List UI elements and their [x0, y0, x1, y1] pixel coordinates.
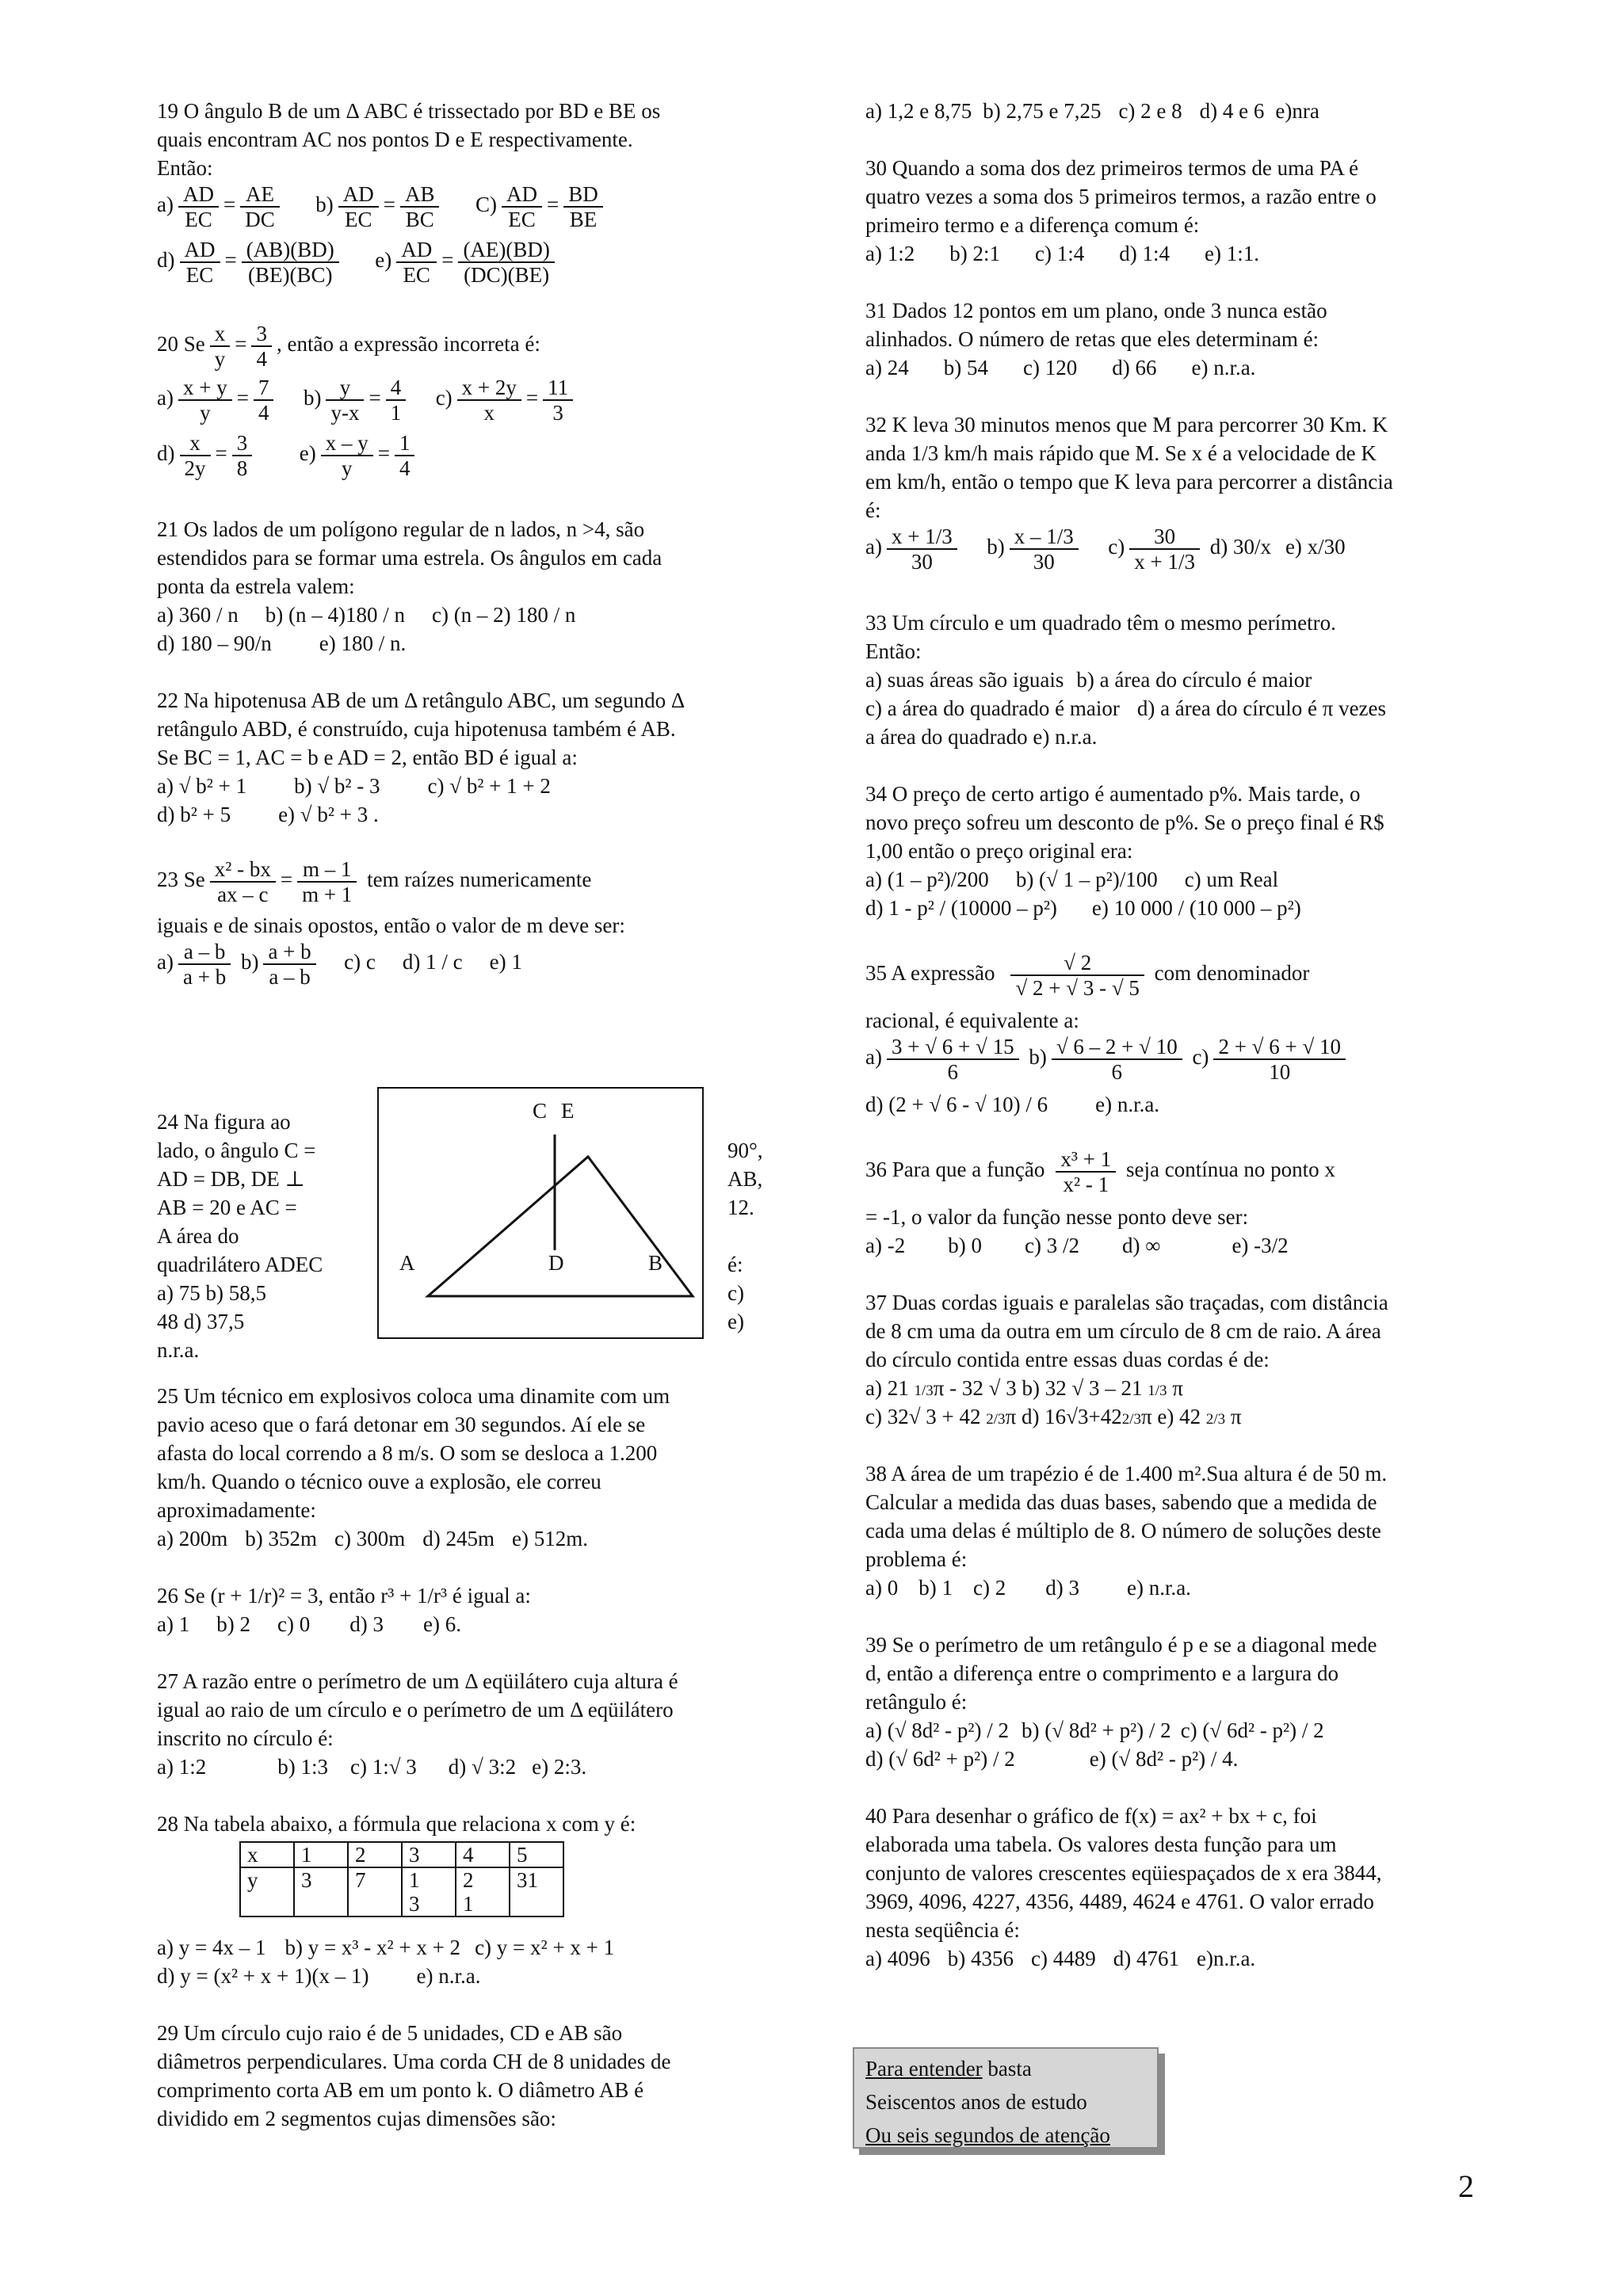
q19-options-row-2	[157, 238, 791, 293]
q29-option-b: b) 2,75 e 7,25	[983, 99, 1102, 123]
q40-stem-5: nesta seqüência é:	[865, 1918, 1020, 1942]
q31-option-a: a) 24	[865, 356, 909, 379]
q23-option-c: c) c	[344, 950, 376, 974]
q29-options-line	[865, 97, 1491, 125]
question-19	[157, 97, 791, 293]
q40-stem-4: 3969, 4096, 4227, 4356, 4489, 4624 e 4761. O valor errado	[865, 1890, 1374, 1913]
q31-options	[865, 353, 1491, 382]
q21-stem-1: 21 Os lados de um polígono regular de n lados, n >4, são	[157, 517, 645, 541]
q27-options	[157, 1753, 791, 1781]
q26-option-d: d) 3	[349, 1612, 384, 1636]
q35-option-b: b) $\frac{√ 6 - 2 + √ 10}{6}$	[1029, 1045, 1186, 1069]
q39-stem-1: 39 Se o perímetro de um retângulo é p e se a diagonal mede	[865, 1633, 1377, 1657]
table-cell: 1 3	[402, 1867, 456, 1917]
q39-stem-2: d, então a diferença entre o comprimento e a largura do	[865, 1661, 1338, 1685]
q31-option-e: e) n.r.a.	[1191, 356, 1256, 379]
quote-line-1: Para entender basta	[865, 2057, 1032, 2081]
q39-options-row-1	[865, 1716, 1491, 1745]
q27-stem-3: inscrito no círculo é:	[157, 1726, 334, 1750]
q28-option-e: e) n.r.a.	[416, 1964, 481, 1988]
q31-option-d: d) 66	[1112, 356, 1157, 379]
q24-right-line: AB,	[727, 1167, 763, 1191]
q22-option-a: a) √ b² + 1	[157, 774, 247, 798]
q22-option-c: c) √ b² + 1 + 2	[427, 774, 551, 798]
q32-option-a: a) $\frac{x + 1/3}{30}$	[865, 535, 962, 559]
q28-option-a: a) y = 4x – 1	[157, 1936, 266, 1959]
q29-option-d: d) 4 e 6	[1199, 99, 1265, 123]
table-cell: 3	[294, 1867, 348, 1917]
question-22	[157, 686, 791, 829]
table-cell: 4	[456, 1842, 510, 1867]
q35-stem-2: racional, é equivalente a:	[865, 1009, 1079, 1032]
question-21	[157, 515, 791, 658]
q34-options-row-2	[865, 894, 1491, 922]
q35-option-a: a) $\frac{3 + √ 6 + √ 15}{6}$	[865, 1045, 1024, 1069]
q32-options	[865, 524, 1491, 580]
q27-option-b: b) 1:3	[277, 1755, 328, 1779]
q28-table	[239, 1841, 564, 1917]
q29-option-e: e)nra	[1275, 99, 1319, 123]
q27-option-d: d) √ 3:2	[448, 1755, 517, 1779]
question-32	[865, 410, 1491, 580]
question-28	[157, 1810, 791, 1990]
label-b: B	[648, 1251, 663, 1275]
q32-option-d: d) 30/x	[1209, 535, 1271, 559]
q37-stem-3: do círculo contida entre essas duas cordas é de:	[865, 1348, 1270, 1371]
q27-option-e: e) 2:3.	[532, 1755, 587, 1779]
q38-stem-1: 38 A área de um trapézio é de 1.400 m².Sua altura é de 50 m.	[865, 1462, 1388, 1486]
q20-option-a: a) $\frac{x + y}{y}$ = $\frac{7}{4}$	[157, 386, 278, 410]
question-36	[865, 1147, 1491, 1260]
right-column	[865, 97, 1491, 2001]
q20-option-d: d) $\frac{x}{2y}$ = $\frac{3}{8}$	[157, 441, 257, 465]
q27-stem-2: igual ao raio de um círculo e o perímetro de um Δ eqüilátero	[157, 1698, 674, 1722]
q20-option-e: e) $\frac{x - y}{y}$ = $\frac{1}{4}$	[300, 441, 420, 465]
q19-option-c: C) $\frac{AD}{EC}$ = $\frac{BD}{BE}$	[475, 193, 608, 216]
question-30	[865, 154, 1491, 268]
q22-stem-2: retângulo ABD, é construído, cuja hipotenusa também é AB.	[157, 717, 676, 741]
q25-stem-4: km/h. Quando o técnico ouve a explosão, ele correu	[157, 1470, 601, 1493]
q19-option-e: e) $\frac{AD}{EC}$ = $\frac{(AE)(BD)}{(DC)(BE)}$	[375, 248, 559, 272]
q21-option-a: a) 360 / n	[157, 603, 239, 627]
question-31	[865, 296, 1491, 382]
quote-line-2: Seiscentos anos de estudo	[865, 2090, 1087, 2114]
q25-option-b: b) 352m	[245, 1527, 317, 1550]
q24-right-line: é:	[727, 1253, 743, 1276]
q31-stem-2: alinhados. O número de retas que eles determinam é:	[865, 327, 1319, 351]
q24-left-line: n.r.a.	[157, 1338, 200, 1362]
q21-options-row-1	[157, 601, 791, 629]
q21-options-row-2	[157, 629, 791, 658]
q25-options	[157, 1524, 791, 1553]
q24-text-left	[157, 1108, 371, 1364]
q35-options-row-2	[865, 1090, 1491, 1119]
q20-stem: 20 Se $\frac{x}{y}$ = $\frac{3}{4}$ , então a expressão incorreta é:	[157, 322, 540, 371]
table-cell: y	[240, 1867, 294, 1917]
q36-option-a: a) -2	[865, 1234, 906, 1257]
q39-option-d: d) (√ 6d² + p²) / 2	[865, 1747, 1015, 1771]
q23-options	[157, 940, 791, 995]
q21-option-d: d) 180 – 90/n	[157, 631, 272, 655]
question-40	[865, 1802, 1491, 1973]
quote-box	[853, 2047, 1159, 2149]
q24-right-line	[727, 1222, 791, 1250]
q38-option-d: d) 3	[1045, 1576, 1079, 1600]
q32-option-e: e) x/30	[1285, 535, 1346, 559]
q33-option-d: d) a área do círculo é π vezes	[1136, 696, 1387, 720]
table-cell: 2 1	[456, 1867, 510, 1917]
q24-left-line: 48 d) 37,5	[157, 1310, 245, 1333]
question-20	[157, 322, 791, 486]
question-23	[157, 857, 791, 995]
q31-stem-1: 31 Dados 12 pontos em um plano, onde 3 nunca estão	[865, 299, 1327, 322]
q38-option-a: a) 0	[865, 1576, 899, 1600]
q30-option-c: c) 1:4	[1034, 242, 1085, 265]
q21-option-e: e) 180 / n.	[319, 631, 407, 655]
q29-options	[865, 97, 1491, 125]
table-cell: 31	[510, 1867, 563, 1917]
q24-left-line: A área do	[157, 1224, 239, 1248]
q19-option-b: b) $\frac{AD}{EC}$ = $\frac{AB}{BC}$	[315, 193, 444, 216]
q35-option-d: d) (2 + √ 6 - √ 10) / 6	[865, 1093, 1048, 1116]
q36-option-e: e) -3/2	[1232, 1234, 1289, 1257]
q30-option-d: d) 1:4	[1119, 242, 1170, 265]
question-27	[157, 1667, 791, 1781]
q34-option-e: e) 10 000 / (10 000 – p²)	[1091, 896, 1301, 920]
q24-right-line: c)	[727, 1281, 744, 1305]
q23-option-d: d) 1 / c	[402, 950, 463, 974]
q32-stem-1: 32 K leva 30 minutos menos que M para percorrer 30 Km. K	[865, 413, 1388, 437]
q24-right-line: e)	[727, 1310, 744, 1333]
q32-stem-3: em km/h, então o tempo que K leva para percorrer a distância	[865, 470, 1393, 494]
table-row	[240, 1867, 563, 1917]
q22-options-row-2	[157, 800, 791, 829]
q28-option-d: d) y = (x² + x + 1)(x – 1)	[157, 1964, 369, 1988]
q30-stem-1: 30 Quando a soma dos dez primeiros termos de uma PA é	[865, 156, 1359, 180]
q35-options-row-1	[865, 1035, 1491, 1090]
q24-left-line: AD = DB, DE ⊥	[157, 1167, 305, 1191]
q24-left-line: AB = 20 e AC =	[157, 1196, 297, 1219]
q36-option-c: c) 3 /2	[1024, 1234, 1079, 1257]
q24-left-line: 24 Na figura ao	[157, 1110, 291, 1134]
q30-stem-3: primeiro termo e a diferença comum é:	[865, 213, 1200, 237]
q39-option-a: a) (√ 8d² - p²) / 2	[865, 1718, 1009, 1742]
table-cell: 5	[510, 1842, 563, 1867]
table-cell: x	[240, 1842, 294, 1867]
q40-option-c: c) 4489	[1030, 1947, 1096, 1970]
q32-stem-2: anda 1/3 km/h mais rápido que M. Se x é a velocidade de K	[865, 441, 1377, 465]
q24-left-line: a) 75 b) 58,5	[157, 1281, 266, 1305]
q39-option-c: c) (√ 6d² - p²) / 2	[1180, 1718, 1324, 1742]
q31-option-b: b) 54	[943, 356, 988, 379]
q23-option-e: e) 1	[489, 950, 522, 974]
q29-stem-1: 29 Um círculo cujo raio é de 5 unidades, CD e AB são	[157, 2021, 623, 2045]
q26-option-a: a) 1	[157, 1612, 190, 1636]
triangle-diagram	[379, 1089, 702, 1337]
q21-option-c: c) (n – 2) 180 / n	[431, 603, 576, 627]
question-38	[865, 1459, 1491, 1602]
q25-option-c: c) 300m	[334, 1527, 406, 1550]
question-29	[157, 2019, 791, 2133]
question-39	[865, 1630, 1491, 1773]
q30-option-a: a) 1:2	[865, 242, 915, 265]
q24-right-line: 90°,	[727, 1138, 763, 1162]
q35-stem: 35 A expressão $\frac{√ 2}{√ 2 + √ 3 - √ 5}$ com denominador	[865, 951, 1310, 1000]
question-33	[865, 608, 1491, 751]
q23-option-b: b) $\frac{a + b}{a - b}$	[241, 950, 321, 974]
question-37	[865, 1288, 1491, 1431]
q28-options-row-2	[157, 1962, 791, 1990]
question-35	[865, 951, 1491, 1119]
q28-options-row-1	[157, 1933, 791, 1962]
q39-option-b: b) (√ 8d² + p²) / 2	[1021, 1718, 1171, 1742]
table-cell: 7	[348, 1867, 402, 1917]
q38-option-e: e) n.r.a.	[1126, 1576, 1191, 1600]
left-column	[157, 97, 791, 1024]
q37-stem-2: de 8 cm uma da outra em um círculo de 8 cm de raio. A área	[865, 1319, 1381, 1343]
page-number: 2	[1458, 2168, 1474, 2204]
q20-option-b: b) $\frac{y}{y-x}$ = $\frac{4}{1}$	[304, 386, 411, 410]
q19-stem-1: 19 O ângulo B de um Δ ABC é trissectado por BD e BE os	[157, 99, 661, 123]
label-e: E	[561, 1099, 575, 1123]
q21-stem-2: estendidos para se formar uma estrela. Os ângulos em cada	[157, 546, 663, 570]
table-cell: 3	[402, 1842, 456, 1867]
q20-options-row-2	[157, 431, 791, 486]
q33-stem-1: 33 Um círculo e um quadrado têm o mesmo perímetro.	[865, 611, 1336, 635]
q34-option-d: d) 1 - p² / (10000 – p²)	[865, 896, 1057, 920]
q29-option-c: c) 2 e 8	[1118, 99, 1182, 123]
q24-right-line: 12.	[727, 1196, 754, 1219]
q20-options-row-1	[157, 376, 791, 431]
q31-option-c: c) 120	[1022, 356, 1078, 379]
q39-stem-3: retângulo é:	[865, 1690, 968, 1714]
label-c: C	[533, 1099, 548, 1123]
label-a: A	[399, 1251, 415, 1275]
q38-option-c: c) 2	[972, 1576, 1006, 1600]
q28-option-c: c) y = x² + x + 1	[475, 1936, 615, 1959]
triangle-figure	[377, 1087, 704, 1339]
q27-stem-1: 27 A razão entre o perímetro de um Δ eqüilátero cuja altura é	[157, 1669, 678, 1693]
q22-option-b: b) √ b² - 3	[294, 774, 380, 798]
q22-options-row-1	[157, 772, 791, 800]
q26-stem: 26 Se (r + 1/r)² = 3, então r³ + 1/r³ é igual a:	[157, 1584, 531, 1608]
q29-stem-2: diâmetros perpendiculares. Uma corda CH de 8 unidades de	[157, 2050, 671, 2073]
q19-options-row-1	[157, 182, 791, 238]
q19-stem-2: quais encontram AC nos pontos D e E respectivamente.	[157, 128, 633, 151]
q25-stem-5: aproximadamente:	[157, 1498, 316, 1522]
q23-stem-2: iguais e de sinais opostos, então o valor de m deve ser:	[157, 913, 625, 937]
q40-stem-1: 40 Para desenhar o gráfico de f(x) = ax² + bx + c, foi	[865, 1804, 1317, 1828]
q30-option-e: e) 1:1.	[1204, 242, 1259, 265]
q38-stem-3: cada uma delas é múltiplo de 8. O número de soluções deste	[865, 1519, 1381, 1543]
q30-option-b: b) 2:1	[949, 242, 1000, 265]
q30-options	[865, 239, 1491, 268]
q29-option-a: a) 1,2 e 8,75	[865, 99, 972, 123]
q32-option-c: c) $\frac{30}{x + 1/3}$	[1108, 535, 1205, 559]
q38-option-b: b) 1	[918, 1576, 953, 1600]
q40-option-b: b) 4356	[947, 1947, 1014, 1970]
q35-option-c: c) $\frac{2 + √ 6 + √ 10}{10}$	[1192, 1045, 1350, 1069]
q36-stem: 36 Para que a função $\frac{\text{x³ + 1}}{\text{x² - 1}}$ seja contínua no ponto x	[865, 1147, 1335, 1196]
q34-option-a: a) (1 – p²)/200	[865, 868, 989, 891]
q34-stem-3: 1,00 então o preço original era:	[865, 839, 1133, 863]
q19-stem-3: Então:	[157, 156, 213, 180]
q34-stem-1: 34 O preço de certo artigo é aumentado p%. Mais tarde, o	[865, 782, 1361, 806]
q37-stem-1: 37 Duas cordas iguais e paralelas são traçadas, com distância	[865, 1291, 1388, 1314]
q27-option-c: c) 1:√ 3	[349, 1755, 417, 1779]
table-row	[240, 1842, 563, 1867]
q38-options	[865, 1573, 1491, 1602]
label-d: D	[548, 1251, 564, 1275]
q28-stem: 28 Na tabela abaixo, a fórmula que relaciona x com y é:	[157, 1812, 636, 1836]
question-26	[157, 1581, 791, 1638]
q40-stem-3: conjunto de valores crescentes eqüiespaçados de x era 3844,	[865, 1861, 1382, 1885]
q32-option-b: b) $\frac{x - 1/3}{30}$	[987, 535, 1083, 559]
left-column-lower	[157, 1382, 791, 2161]
q38-stem-4: problema é:	[865, 1547, 968, 1571]
q35-option-e: e) n.r.a.	[1095, 1093, 1160, 1116]
table-cell: 1	[294, 1842, 348, 1867]
q23-option-a: a) $\frac{a - b}{a + b}$	[157, 950, 235, 974]
q37-options-row-2: c) 32√ 3 + 42 2/3π d) 16√3+422/3π e) 42 2/3 π	[865, 1405, 1242, 1428]
quote-line-3: Ou seis segundos de atenção	[865, 2123, 1110, 2147]
question-25	[157, 1382, 791, 1553]
q25-stem-1: 25 Um técnico em explosivos coloca uma dinamite com um	[157, 1384, 670, 1408]
q33-option-c: c) a área do quadrado é maior	[865, 696, 1120, 720]
q22-option-e: e) √ b² + 3 .	[278, 803, 379, 826]
q40-stem-2: elaborada uma tabela. Os valores desta função para um	[865, 1833, 1337, 1856]
q33-options-row-1	[865, 666, 1491, 694]
q22-option-d: d) b² + 5	[157, 803, 231, 826]
q22-stem-1: 22 Na hipotenusa AB de um Δ retângulo ABC, um segundo Δ	[157, 688, 685, 712]
q24-text-right	[727, 1136, 791, 1336]
q30-stem-2: quatro vezes a soma dos 5 primeiros termos, a razão entre o	[865, 185, 1377, 208]
q24-left-line: lado, o ângulo C =	[157, 1138, 316, 1162]
q26-option-e: e) 6.	[422, 1612, 461, 1636]
q33-option-a: a) suas áreas são iguais	[865, 668, 1064, 692]
q40-option-a: a) 4096	[865, 1947, 930, 1970]
q39-option-e: e) (√ 8d² - p²) / 4.	[1089, 1747, 1239, 1771]
q29-stem-4: dividido em 2 segmentos cujas dimensões são:	[157, 2107, 556, 2130]
q22-stem-3: Se BC = 1, AC = b e AD = 2, então BD é igual a:	[157, 746, 578, 769]
q33-options-row-3: a área do quadrado e) n.r.a.	[865, 725, 1098, 749]
q26-option-b: b) 2	[216, 1612, 250, 1636]
q25-option-e: e) 512m.	[511, 1527, 588, 1550]
q33-stem-2: Então:	[865, 639, 922, 663]
q25-stem-3: afasta do local correndo a 8 m/s. O som se desloca a 1.200	[157, 1441, 658, 1465]
q32-stem-4: é:	[865, 498, 881, 522]
q26-options	[157, 1610, 791, 1638]
q21-option-b: b) (n – 4)180 / n	[265, 603, 405, 627]
q20-option-c: c) $\frac{x + 2y}{x}$ = $\frac{11}{3}$	[436, 386, 578, 410]
question-34	[865, 780, 1491, 922]
q34-options-row-1	[865, 865, 1491, 894]
q33-options-row-2	[865, 694, 1491, 723]
q40-options	[865, 1944, 1491, 1973]
q25-option-a: a) 200m	[157, 1527, 228, 1550]
q33-option-b: b) a área do círculo é maior	[1076, 668, 1312, 692]
q36-options	[865, 1231, 1491, 1260]
q29-stem-3: comprimento corta AB em um ponto k. O diâmetro AB é	[157, 2078, 644, 2102]
q27-option-a: a) 1:2	[157, 1755, 207, 1779]
q19-option-d: d) $\frac{AD}{EC}$ = $\frac{(AB)(BD)}{(BE)(BC)}$	[157, 248, 344, 272]
q36-option-d: d) ∞	[1121, 1234, 1161, 1257]
q38-stem-2: Calcular a medida das duas bases, sabendo que a medida de	[865, 1490, 1377, 1514]
q25-stem-2: pavio aceso que o fará detonar em 30 segundos. Aí ele se	[157, 1413, 646, 1436]
q36-option-b: b) 0	[948, 1234, 982, 1257]
q26-option-c: c) 0	[277, 1612, 311, 1636]
q25-option-d: d) 245m	[422, 1527, 495, 1550]
table-cell: 2	[348, 1842, 402, 1867]
q40-option-e: e)n.r.a.	[1196, 1947, 1256, 1970]
q19-option-a: a) $\frac{AD}{EC}$ = $\frac{AE}{DC}$	[157, 193, 285, 216]
q21-stem-3: ponta da estrela valem:	[157, 574, 355, 598]
q36-stem-2: = -1, o valor da função nesse ponto deve ser:	[865, 1205, 1249, 1229]
q34-option-c: c) um Real	[1184, 868, 1279, 891]
q40-option-d: d) 4761	[1113, 1947, 1179, 1970]
q23-stem: 23 Se $\frac{\text{x² - bx}}{ax - c}$ = $\frac{m - 1}{m + 1}$ tem raízes numericamente	[157, 857, 592, 906]
q24-left-line: quadrilátero ADEC	[157, 1253, 323, 1276]
q37-options-row-1: a) 21 1/3π - 32 √ 3 b) 32 √ 3 – 21 1/3 π	[865, 1376, 1183, 1400]
q39-options-row-2	[865, 1745, 1491, 1773]
q28-option-b: b) y = x³ - x² + x + 2	[285, 1936, 461, 1959]
q34-stem-2: novo preço sofreu um desconto de p%. Se o preço final é R$	[865, 810, 1384, 834]
q34-option-b: b) (√ 1 – p²)/100	[1015, 868, 1158, 891]
